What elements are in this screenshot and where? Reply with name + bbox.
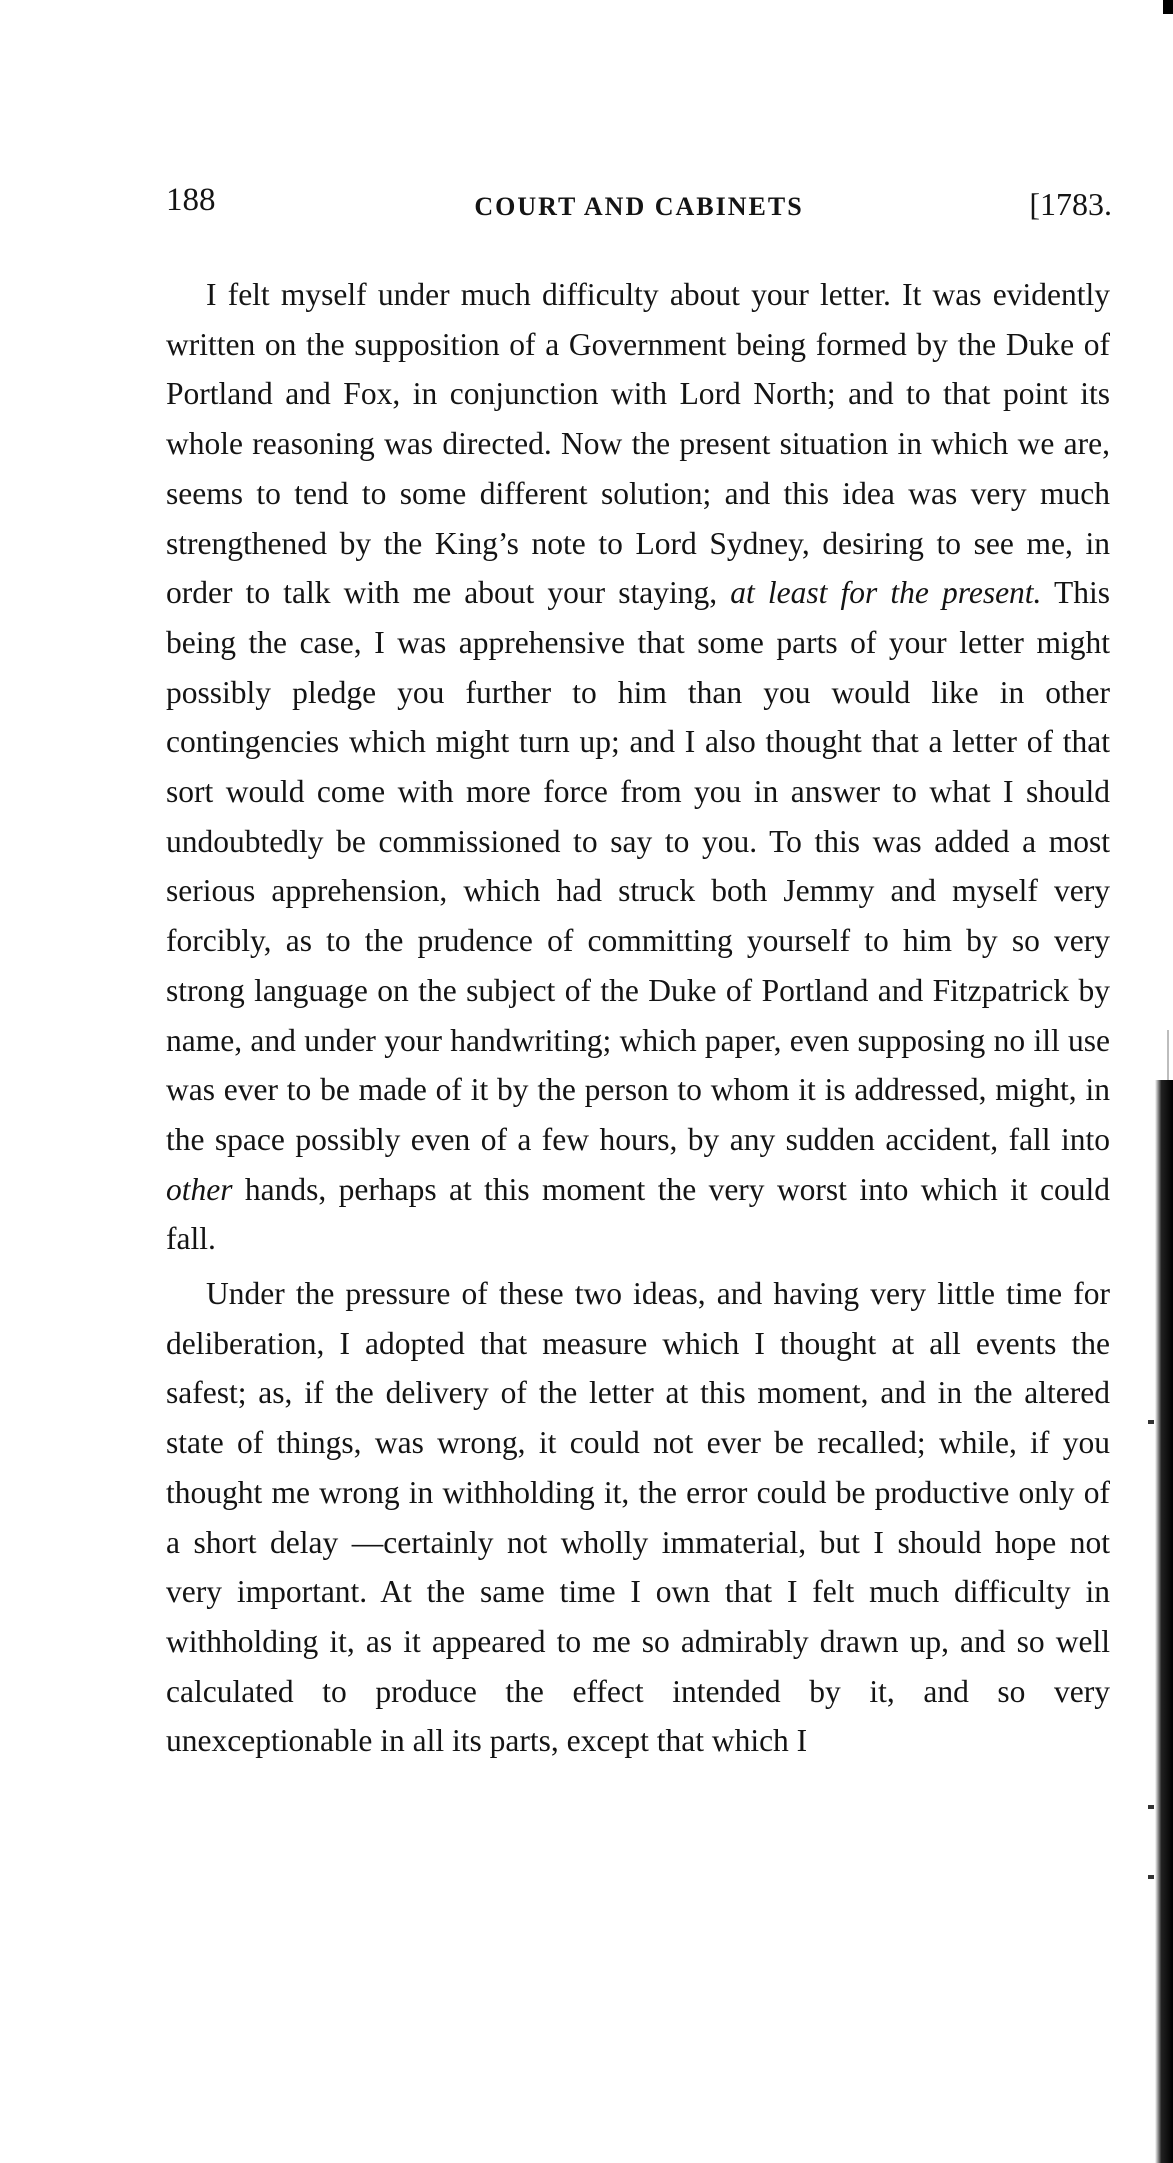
binding-speck	[1148, 1420, 1154, 1424]
binding-speck	[1148, 1875, 1154, 1879]
italic-text-run: at least for the present.	[730, 575, 1042, 611]
year-label: [1783.	[1029, 186, 1112, 222]
text-run: I felt myself under much difficulty about your letter. It was evidently written on the supposition of a Government being formed by the Duke of Portland and Fox, in conjunction with Lord North; and to that point its whole reasoning was directed. Now the present situation in which we are, seems to tend to some different solution; and this idea was very much strengthened by the King’s note to Lord Sydney, desiring to see me, in order to talk with me about your staying,	[166, 277, 1110, 611]
text-run: Under the pressure of these two ideas, and having very little time for deliberation, I adopted that measure which I thought at all events the safest; as, if the delivery of the letter at this moment, and in the altered state of things, was wrong, it could not ever be recalled; while, if you thought me wrong in withholding it, the error could be productive only of a short delay —certainly not wholly immaterial, but I should hope not very important. At the same time I own that I felt much difficulty in withholding it, as it appeared to me so admirably drawn up, and so well calculated to produce the effect intended by it, and so very unexceptionable in all its parts, except that which I	[166, 1276, 1110, 1759]
page-number: 188	[166, 182, 216, 218]
binding-speck	[1148, 1805, 1154, 1809]
paragraph	[166, 270, 1110, 1264]
binding-edge-mark	[1163, 0, 1173, 14]
body-text	[166, 270, 1110, 1766]
italic-text-run: other	[166, 1171, 233, 1207]
binding-edge-shadow	[1155, 1080, 1173, 2163]
text-run: This being the case, I was apprehensive that some parts of your letter might possibly pledge you further to him than you would like in other contingencies which might turn up; and I also thought that a letter of that sort would come with more force from you in answer to what I should undoubtedly be commissioned to say to you. To this was added a most serious apprehension, which had struck both Jemmy and myself very forcibly, as to the prudence of committing yourself to him by so very strong language on the subject of the Duke of Portland and Fitzpatrick by name, and under your handwriting; which paper, even supposing no ill use was ever to be made of it by the person to whom it is addressed, might, in the space possibly even of a few hours, by any sudden accident, fall into	[166, 575, 1110, 1157]
running-head: COURT AND CABINETS	[474, 192, 804, 221]
page-header	[166, 182, 1112, 232]
text-run: hands, perhaps at this moment the very worst into which it could fall.	[166, 1171, 1110, 1257]
paragraph	[166, 1269, 1110, 1766]
